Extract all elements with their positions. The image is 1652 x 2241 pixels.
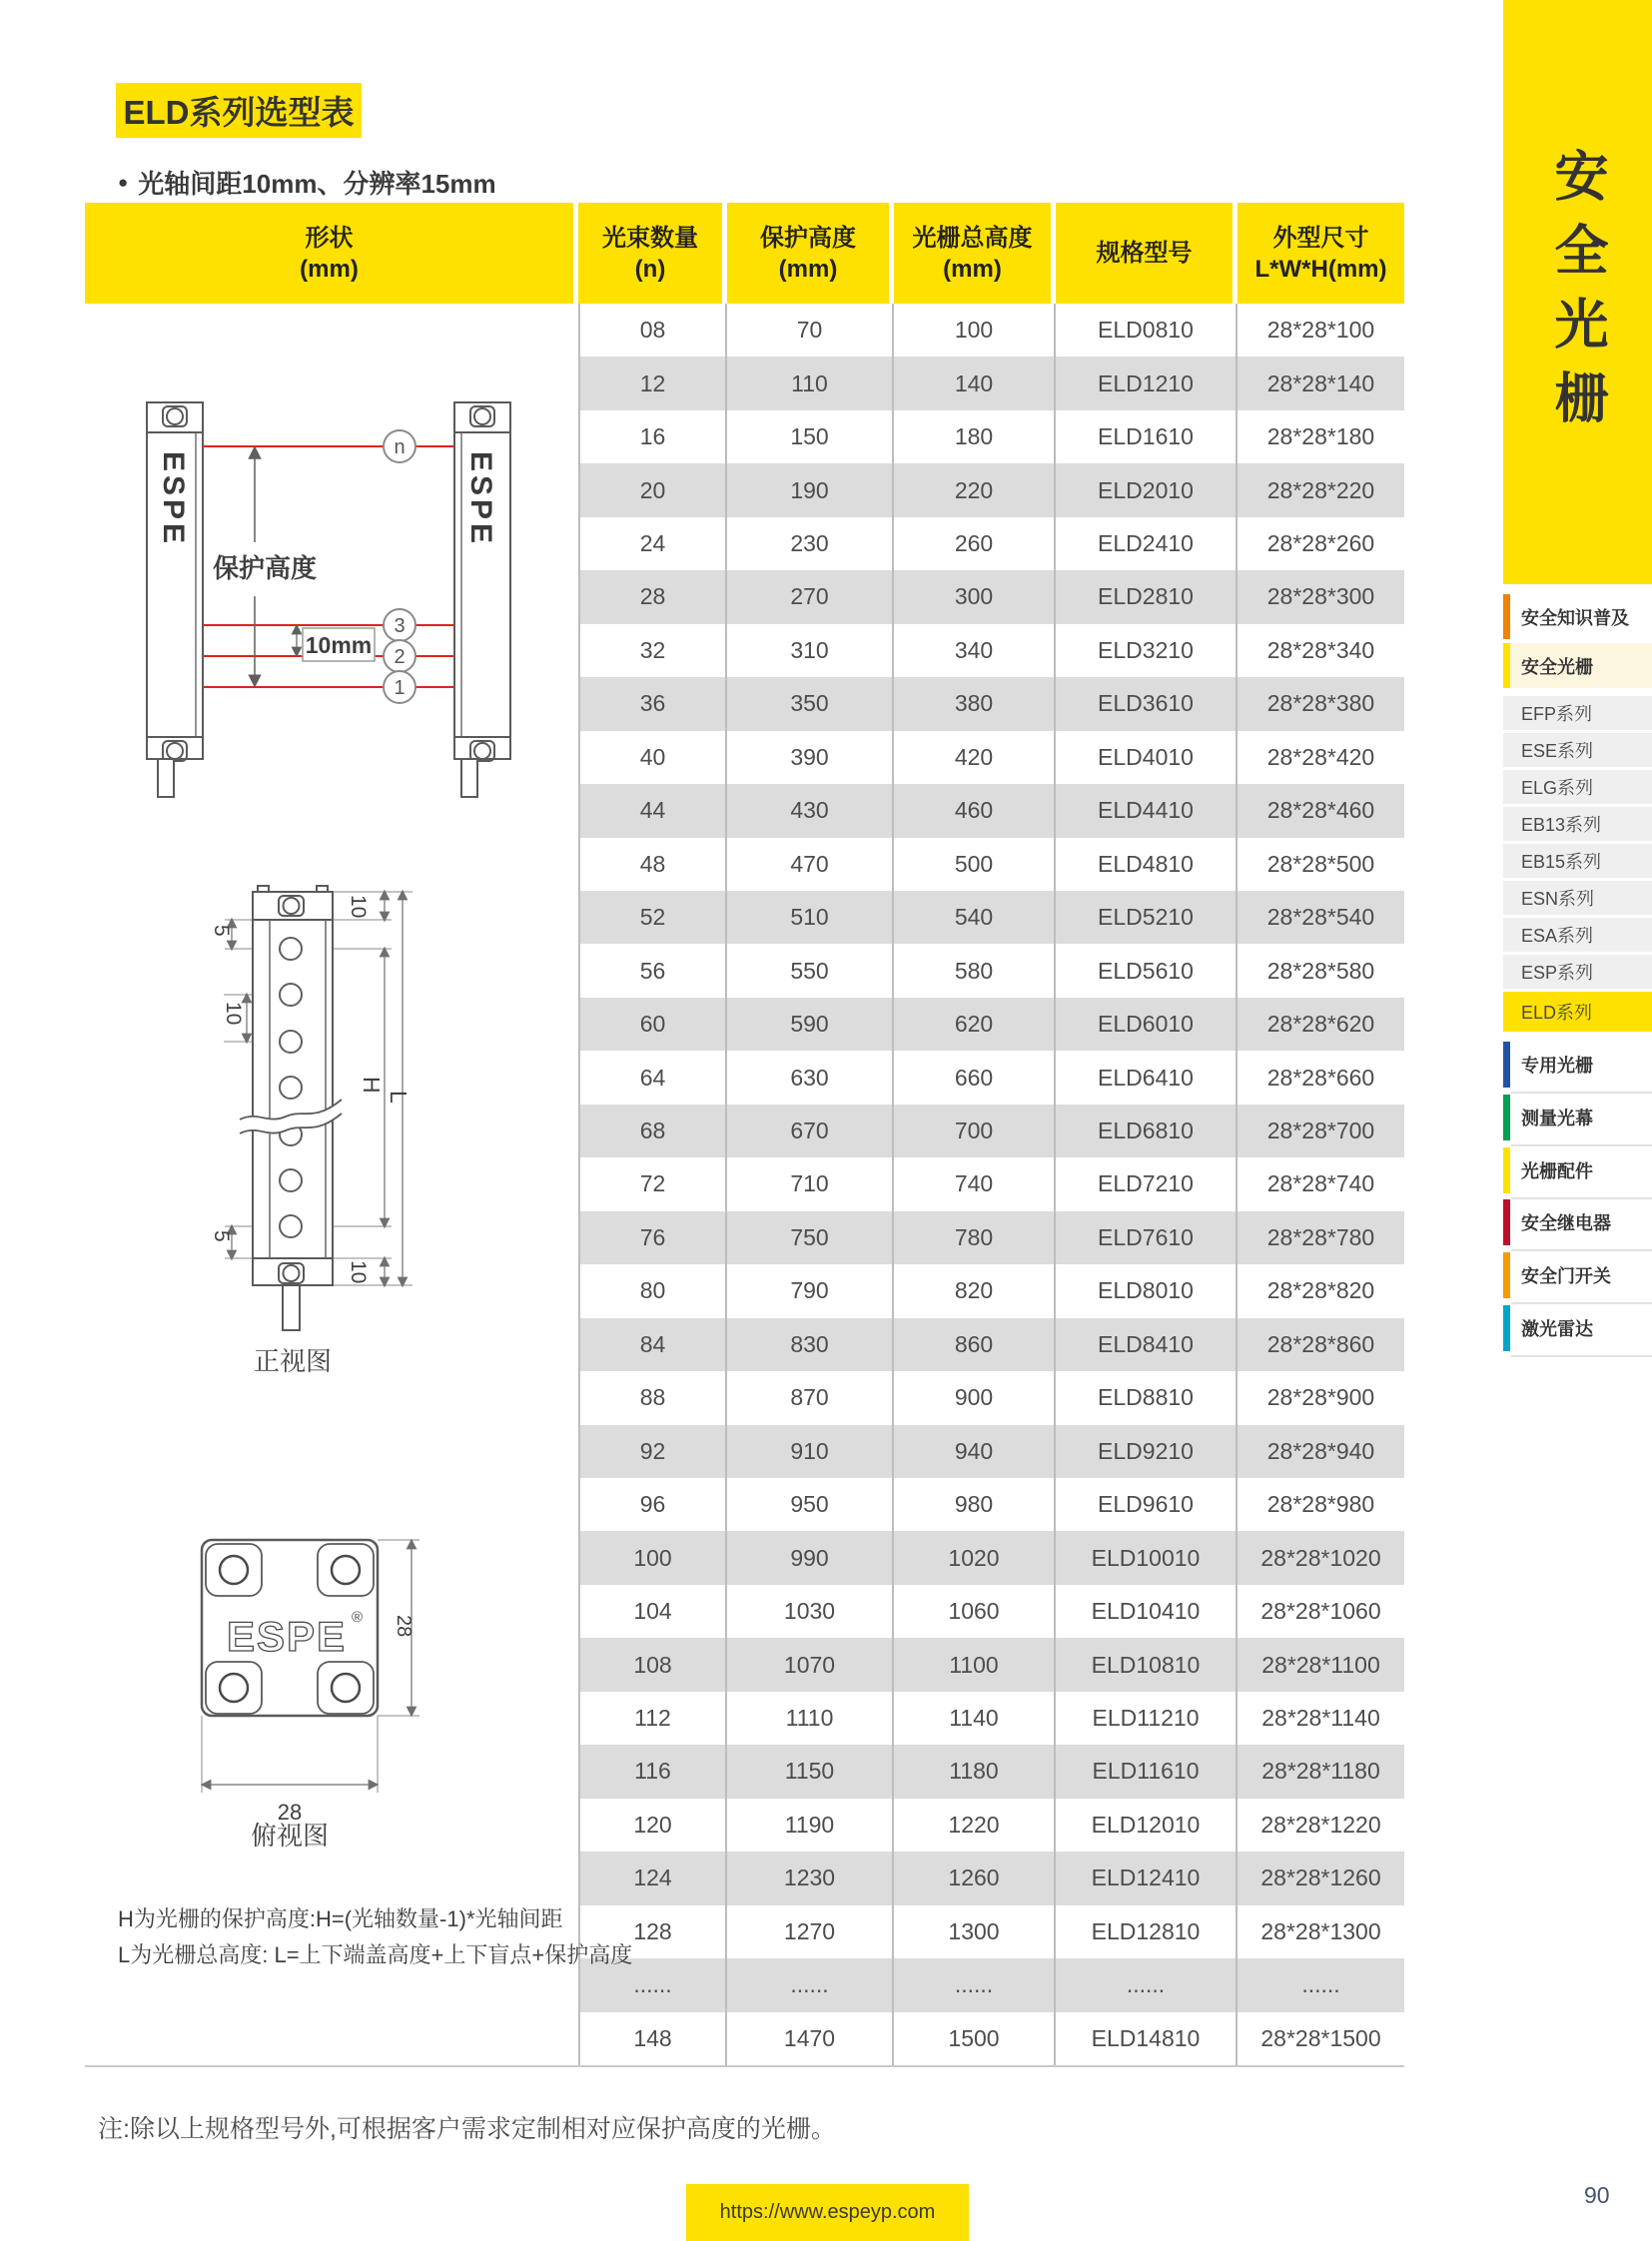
spec-cell-r21-c2: 940 xyxy=(894,1425,1056,1478)
sidebar-separator xyxy=(1511,1355,1652,1357)
spec-cell-r29-c2: 1260 xyxy=(894,1852,1056,1904)
spec-cell-r21-c3: ELD9210 xyxy=(1056,1425,1238,1478)
dim-pitch: 10 xyxy=(222,1002,245,1026)
website-link[interactable]: https://www.espeyp.com xyxy=(686,2184,969,2241)
spec-cell-r16-c3: ELD7210 xyxy=(1056,1157,1238,1210)
spec-cell-r9-c3: ELD4410 xyxy=(1056,784,1238,837)
spec-cell-r11-c0: 52 xyxy=(580,891,727,944)
spec-cell-r7-c0: 36 xyxy=(580,677,727,730)
spec-cell-r5-c0: 28 xyxy=(580,570,727,623)
spec-cell-r19-c2: 860 xyxy=(894,1318,1056,1371)
spec-cell-r29-c0: 124 xyxy=(580,1852,727,1904)
sidebar-item-ELD系列[interactable] xyxy=(1503,992,1652,1032)
sidebar-separator xyxy=(1511,1092,1652,1094)
spec-cell-r30-c3: ELD12810 xyxy=(1056,1905,1238,1958)
col-header-dimensions: 外型尺寸 L*W*H(mm) xyxy=(1238,203,1404,304)
spec-cell-r3-c2: 220 xyxy=(894,463,1056,516)
spec-cell-r23-c2: 1020 xyxy=(894,1531,1056,1584)
spec-cell-r10-c0: 48 xyxy=(580,838,727,891)
sidebar-item-label: ESP系列 xyxy=(1521,963,1594,983)
sidebar-item-label: 激光雷达 xyxy=(1521,1319,1593,1339)
spec-cell-r29-c1: 1230 xyxy=(727,1852,894,1904)
spec-cell-r24-c2: 1060 xyxy=(894,1585,1056,1638)
sidebar-item-color-bar xyxy=(1503,1252,1510,1298)
spec-cell-r26-c1: 1110 xyxy=(727,1692,894,1745)
front-view-caption: 正视图 xyxy=(253,1346,332,1376)
spec-cell-r32-c4: 28*28*1500 xyxy=(1260,2024,1381,2051)
spec-bullet-line xyxy=(118,164,496,201)
spec-cell-r2-c1: 150 xyxy=(727,410,894,463)
spec-grid xyxy=(580,304,1404,2065)
sidebar-item-color-bar xyxy=(1503,1042,1510,1088)
spec-cell-r7-c3: ELD3610 xyxy=(1056,677,1238,730)
sidebar-item-安全门开关[interactable] xyxy=(1503,1252,1652,1298)
sidebar-vertical-title: 安全光栅 xyxy=(1547,148,1607,443)
spec-cell-r15-c3: ELD6810 xyxy=(1056,1105,1238,1157)
formula-total-height: L为光栅总高度: L=上下端盖高度+上下盲点+保护高度 xyxy=(118,1942,633,1967)
dim-top-cap: 10 xyxy=(347,895,370,919)
brand-logo-right: ESPE xyxy=(464,451,497,548)
spec-cell-r10-c1: 470 xyxy=(727,838,894,891)
pitch-label: 10mm xyxy=(305,632,373,658)
spec-cell-r6-c3: ELD3210 xyxy=(1056,624,1238,677)
spec-cell-r30-c2: 1300 xyxy=(894,1905,1056,1958)
front-view-diagram xyxy=(150,883,499,1352)
spec-cell-r13-c2: 620 xyxy=(894,998,1056,1051)
protection-height-label: 保护高度 xyxy=(213,553,318,583)
spec-cell-r15-c1: 670 xyxy=(727,1105,894,1157)
sidebar-item-EB15系列[interactable] xyxy=(1503,844,1652,878)
sidebar-item-label: ESN系列 xyxy=(1521,889,1595,909)
spec-cell-r31-c4: ...... xyxy=(1238,1958,1404,2011)
spec-cell-r10-c3: ELD4810 xyxy=(1056,838,1238,891)
sidebar-item-测量光幕[interactable] xyxy=(1503,1095,1652,1140)
sidebar-item-label: ESA系列 xyxy=(1521,926,1594,946)
spec-cell-r25-c2: 1100 xyxy=(894,1638,1056,1691)
spec-cell-r25-c1: 1070 xyxy=(727,1638,894,1691)
beam-label-n: n xyxy=(394,436,406,458)
spec-cell-r1-c0: 12 xyxy=(580,357,727,409)
spec-cell-r6-c4: 28*28*340 xyxy=(1266,636,1375,663)
spec-cell-r6-c2: 340 xyxy=(894,624,1056,677)
spec-cell-r4-c1: 230 xyxy=(727,517,894,570)
spec-cell-r7-c4: 28*28*380 xyxy=(1238,677,1404,730)
spec-cell-r30-c1: 1270 xyxy=(727,1905,894,1958)
spec-cell-r0-c2: 100 xyxy=(894,304,1056,357)
spec-cell-r1-c3: ELD1210 xyxy=(1056,357,1238,409)
spec-cell-r24-c0: 104 xyxy=(580,1585,727,1638)
spec-cell-r32-c1: 1470 xyxy=(727,2012,894,2065)
shape-column xyxy=(85,304,633,2065)
spec-cell-r25-c0: 108 xyxy=(580,1638,727,1691)
spec-cell-r25-c3: ELD10810 xyxy=(1056,1638,1238,1691)
spec-cell-r0-c4: 28*28*100 xyxy=(1266,317,1375,344)
sidebar-item-label: 安全继电器 xyxy=(1521,1213,1611,1233)
spec-cell-r5-c1: 270 xyxy=(727,570,894,623)
spec-cell-r6-c0: 32 xyxy=(580,624,727,677)
spec-cell-r11-c4: 28*28*540 xyxy=(1238,891,1404,944)
table-header-row xyxy=(85,203,1404,304)
spec-cell-r20-c4: 28*28*900 xyxy=(1266,1384,1375,1411)
spec-cell-r15-c2: 700 xyxy=(894,1105,1056,1157)
sidebar-item-color-bar xyxy=(1503,1305,1510,1351)
spec-cell-r18-c2: 820 xyxy=(894,1264,1056,1317)
spec-cell-r13-c0: 60 xyxy=(580,998,727,1051)
dim-L: L xyxy=(386,1091,412,1104)
sidebar-item-安全知识普及[interactable] xyxy=(1503,594,1652,639)
sidebar-item-ESE系列[interactable] xyxy=(1503,733,1652,767)
spec-cell-r23-c4: 28*28*1020 xyxy=(1238,1531,1404,1584)
sidebar-item-label: EFP系列 xyxy=(1521,704,1593,724)
sidebar-item-ESN系列[interactable] xyxy=(1503,881,1652,915)
spec-cell-r21-c4: 28*28*940 xyxy=(1238,1425,1404,1478)
spec-cell-r1-c4: 28*28*140 xyxy=(1238,357,1404,409)
dim-depth-28: 28 xyxy=(277,1800,303,1823)
spec-cell-r8-c4: 28*28*420 xyxy=(1266,743,1375,770)
sidebar-item-label: 安全门开关 xyxy=(1521,1266,1611,1286)
spec-cell-r0-c3: ELD0810 xyxy=(1056,304,1238,357)
spec-cell-r12-c4: 28*28*580 xyxy=(1266,957,1375,984)
spec-cell-r22-c3: ELD9610 xyxy=(1056,1478,1238,1531)
spec-cell-r18-c0: 80 xyxy=(580,1264,727,1317)
spec-cell-r27-c0: 116 xyxy=(580,1745,727,1798)
col-header-model: 规格型号 xyxy=(1056,203,1233,304)
spec-cell-r31-c0: ...... xyxy=(580,1958,727,2011)
sidebar-item-ESP系列[interactable] xyxy=(1503,955,1652,989)
dim-width-28: 28 xyxy=(393,1615,414,1638)
spec-cell-r19-c1: 830 xyxy=(727,1318,894,1371)
sidebar-separator xyxy=(1511,1249,1652,1251)
sidebar-item-EFP系列[interactable] xyxy=(1503,696,1652,730)
spec-cell-r19-c4: 28*28*860 xyxy=(1238,1318,1404,1371)
spec-cell-r16-c4: 28*28*740 xyxy=(1266,1170,1375,1197)
spec-cell-r26-c0: 112 xyxy=(580,1692,727,1745)
spec-cell-r27-c3: ELD11610 xyxy=(1056,1745,1238,1798)
spec-cell-r28-c4: 28*28*1220 xyxy=(1260,1811,1381,1838)
spec-cell-r15-c4: 28*28*700 xyxy=(1238,1105,1404,1157)
page-number: 90 xyxy=(1584,2182,1610,2208)
spec-cell-r29-c3: ELD12410 xyxy=(1056,1852,1238,1904)
spec-cell-r14-c3: ELD6410 xyxy=(1056,1051,1238,1104)
spec-cell-r12-c0: 56 xyxy=(580,944,727,997)
sidebar-item-color-bar xyxy=(1503,1199,1510,1245)
spec-cell-r16-c0: 72 xyxy=(580,1157,727,1210)
sidebar-item-ESA系列[interactable] xyxy=(1503,918,1652,952)
spec-cell-r20-c0: 88 xyxy=(580,1371,727,1424)
spec-cell-r9-c2: 460 xyxy=(894,784,1056,837)
spec-cell-r5-c3: ELD2810 xyxy=(1056,570,1238,623)
spec-cell-r22-c0: 96 xyxy=(580,1478,727,1531)
top-view-logo: ESPE xyxy=(226,1613,348,1660)
beam-label-3: 3 xyxy=(394,615,406,637)
spec-cell-r28-c3: ELD12010 xyxy=(1056,1799,1238,1852)
spec-cell-r4-c2: 260 xyxy=(894,517,1056,570)
spec-cell-r24-c1: 1030 xyxy=(727,1585,894,1638)
spec-cell-r20-c3: ELD8810 xyxy=(1056,1371,1238,1424)
spec-cell-r29-c4: 28*28*1260 xyxy=(1238,1852,1404,1904)
spec-cell-r21-c1: 910 xyxy=(727,1425,894,1478)
spec-cell-r9-c0: 44 xyxy=(580,784,727,837)
spec-cell-r11-c2: 540 xyxy=(894,891,1056,944)
sidebar-item-label: EB15系列 xyxy=(1521,852,1602,872)
spec-cell-r22-c4: 28*28*980 xyxy=(1266,1491,1375,1518)
spec-cell-r16-c1: 710 xyxy=(727,1157,894,1210)
spec-cell-r1-c2: 140 xyxy=(894,357,1056,409)
spec-cell-r28-c2: 1220 xyxy=(894,1799,1056,1852)
spec-cell-r31-c1: ...... xyxy=(727,1958,894,2011)
spec-cell-r3-c4: 28*28*220 xyxy=(1238,463,1404,516)
spec-cell-r24-c3: ELD10410 xyxy=(1056,1585,1238,1638)
spec-cell-r19-c3: ELD8410 xyxy=(1056,1318,1238,1371)
beam-pitch-diagram xyxy=(145,401,512,803)
sidebar-item-label: EB13系列 xyxy=(1521,815,1602,835)
sidebar-item-color-bar xyxy=(1503,594,1510,639)
spec-cell-r23-c1: 990 xyxy=(727,1531,894,1584)
spec-cell-r13-c1: 590 xyxy=(727,998,894,1051)
sidebar-item-label: 专用光栅 xyxy=(1521,1056,1593,1076)
dim-H: H xyxy=(359,1077,385,1094)
spec-cell-r17-c4: 28*28*780 xyxy=(1238,1211,1404,1264)
spec-cell-r5-c4: 28*28*300 xyxy=(1238,570,1404,623)
spec-cell-r3-c0: 20 xyxy=(580,463,727,516)
page-title: ELD系列选型表 xyxy=(116,83,362,138)
spec-cell-r4-c3: ELD2410 xyxy=(1056,517,1238,570)
spec-cell-r14-c1: 630 xyxy=(727,1051,894,1104)
spec-cell-r30-c0: 128 xyxy=(580,1905,727,1958)
sidebar-item-EB13系列[interactable] xyxy=(1503,807,1652,841)
spec-cell-r15-c0: 68 xyxy=(580,1105,727,1157)
spec-cell-r0-c0: 08 xyxy=(580,304,727,357)
spec-cell-r21-c0: 92 xyxy=(580,1425,727,1478)
sidebar-item-label: 测量光幕 xyxy=(1521,1109,1593,1128)
spec-cell-r8-c3: ELD4010 xyxy=(1056,731,1238,784)
spec-cell-r2-c3: ELD1610 xyxy=(1056,410,1238,463)
spec-cell-r4-c0: 24 xyxy=(580,517,727,570)
custom-order-note: 注:除以上规格型号外,可根据客户需求定制相对应保护高度的光栅。 xyxy=(98,2115,836,2143)
beam-label-2: 2 xyxy=(394,646,406,668)
spec-cell-r14-c2: 660 xyxy=(894,1051,1056,1104)
dim-bottom-cap: 10 xyxy=(347,1260,370,1284)
col-header-beam-count: 光束数量 (n) xyxy=(578,203,722,304)
spec-cell-r17-c2: 780 xyxy=(894,1211,1056,1264)
dim-top-blind: 5 xyxy=(210,925,233,937)
spec-cell-r12-c1: 550 xyxy=(727,944,894,997)
sidebar-item-label: ELD系列 xyxy=(1521,1003,1593,1023)
sidebar-item-label: ELG系列 xyxy=(1521,778,1594,798)
sidebar-item-光栅配件[interactable] xyxy=(1503,1147,1652,1193)
sidebar-item-color-bar xyxy=(1503,1147,1510,1193)
spec-cell-r0-c1: 70 xyxy=(727,304,894,357)
spec-cell-r17-c1: 750 xyxy=(727,1211,894,1264)
spec-cell-r9-c1: 430 xyxy=(727,784,894,837)
spec-cell-r32-c0: 148 xyxy=(580,2012,727,2065)
spec-cell-r23-c0: 100 xyxy=(580,1531,727,1584)
spec-cell-r1-c1: 110 xyxy=(727,357,894,409)
sidebar-item-color-bar xyxy=(1503,643,1510,688)
spec-cell-r28-c1: 1190 xyxy=(727,1799,894,1852)
spec-cell-r17-c0: 76 xyxy=(580,1211,727,1264)
spec-cell-r24-c4: 28*28*1060 xyxy=(1260,1598,1381,1625)
spec-cell-r23-c3: ELD10010 xyxy=(1056,1531,1238,1584)
col-header-shape: 形状 (mm) xyxy=(85,203,573,304)
spec-cell-r18-c1: 790 xyxy=(727,1264,894,1317)
spec-cell-r3-c1: 190 xyxy=(727,463,894,516)
spec-cell-r7-c1: 350 xyxy=(727,677,894,730)
registered-mark: ® xyxy=(352,1609,364,1626)
spec-cell-r19-c0: 84 xyxy=(580,1318,727,1371)
spec-cell-r7-c2: 380 xyxy=(894,677,1056,730)
spec-cell-r12-c2: 580 xyxy=(894,944,1056,997)
spec-cell-r2-c0: 16 xyxy=(580,410,727,463)
spec-cell-r20-c2: 900 xyxy=(894,1371,1056,1424)
spec-cell-r28-c0: 120 xyxy=(580,1799,727,1852)
spec-cell-r32-c3: ELD14810 xyxy=(1056,2012,1238,2065)
spec-cell-r8-c0: 40 xyxy=(580,731,727,784)
spec-cell-r3-c3: ELD2010 xyxy=(1056,463,1238,516)
spec-cell-r13-c4: 28*28*620 xyxy=(1238,998,1404,1051)
spec-cell-r13-c3: ELD6010 xyxy=(1056,998,1238,1051)
top-view-diagram xyxy=(180,1523,459,1823)
spec-cell-r10-c2: 500 xyxy=(894,838,1056,891)
spec-cell-r9-c4: 28*28*460 xyxy=(1238,784,1404,837)
spec-cell-r27-c1: 1150 xyxy=(727,1745,894,1798)
spec-cell-r17-c3: ELD7610 xyxy=(1056,1211,1238,1264)
sidebar-item-color-bar xyxy=(1503,1095,1510,1140)
sidebar-item-ELG系列[interactable] xyxy=(1503,770,1652,804)
spec-cell-r31-c2: ...... xyxy=(894,1958,1056,2011)
sidebar-item-安全继电器[interactable] xyxy=(1503,1199,1652,1245)
spec-cell-r32-c2: 1500 xyxy=(894,2012,1056,2065)
sidebar-yellow-banner xyxy=(1503,0,1652,584)
spec-cell-r18-c3: ELD8010 xyxy=(1056,1264,1238,1317)
spec-cell-r8-c1: 390 xyxy=(727,731,894,784)
spec-cell-r8-c2: 420 xyxy=(894,731,1056,784)
dim-bottom-blind: 5 xyxy=(210,1230,233,1242)
top-view-caption: 俯视图 xyxy=(250,1821,329,1851)
spec-cell-r30-c4: 28*28*1300 xyxy=(1260,1917,1381,1944)
spec-cell-r10-c4: 28*28*500 xyxy=(1266,850,1375,877)
formula-protection-height: H为光栅的保护高度:H=(光轴数量-1)*光轴间距 xyxy=(118,1906,563,1931)
spec-cell-r6-c1: 310 xyxy=(727,624,894,677)
spec-cell-r5-c2: 300 xyxy=(894,570,1056,623)
spec-cell-r11-c3: ELD5210 xyxy=(1056,891,1238,944)
spec-cell-r14-c0: 64 xyxy=(580,1051,727,1104)
spec-cell-r26-c3: ELD11210 xyxy=(1056,1692,1238,1745)
spec-cell-r22-c1: 950 xyxy=(727,1478,894,1531)
col-header-protection-height: 保护高度 (mm) xyxy=(727,203,889,304)
spec-cell-r12-c3: ELD5610 xyxy=(1056,944,1238,997)
sidebar-item-专用光栅[interactable] xyxy=(1503,1042,1652,1088)
category-sidebar xyxy=(1503,0,1652,2241)
sidebar-item-label: 光栅配件 xyxy=(1521,1161,1593,1181)
spec-bullet-text: 光轴间距10mm、分辨率15mm xyxy=(138,169,496,199)
sidebar-item-label: 安全光栅 xyxy=(1521,656,1593,677)
sidebar-item-激光雷达[interactable] xyxy=(1503,1305,1652,1351)
spec-cell-r16-c2: 740 xyxy=(894,1157,1056,1210)
beam-label-1: 1 xyxy=(394,677,406,699)
spec-cell-r14-c4: 28*28*660 xyxy=(1266,1064,1375,1091)
spec-cell-r4-c4: 28*28*260 xyxy=(1266,530,1375,557)
sidebar-separator xyxy=(1511,1144,1652,1146)
sidebar-item-label: 安全知识普及 xyxy=(1521,607,1629,628)
spec-cell-r26-c4: 28*28*1140 xyxy=(1261,1705,1380,1731)
brand-logo-left: ESPE xyxy=(157,451,190,548)
sidebar-item-安全光栅[interactable] xyxy=(1503,643,1652,688)
spec-cell-r22-c2: 980 xyxy=(894,1478,1056,1531)
sidebar-separator xyxy=(1511,1302,1652,1304)
selection-table xyxy=(85,203,1404,2067)
spec-cell-r31-c3: ...... xyxy=(1056,1958,1238,2011)
spec-cell-r27-c2: 1180 xyxy=(894,1745,1056,1798)
bullet-icon: ● xyxy=(118,173,129,192)
col-header-total-height: 光栅总高度 (mm) xyxy=(894,203,1051,304)
spec-cell-r18-c4: 28*28*820 xyxy=(1266,1277,1375,1304)
spec-cell-r20-c1: 870 xyxy=(727,1371,894,1424)
table-body xyxy=(85,304,1404,2067)
spec-cell-r11-c1: 510 xyxy=(727,891,894,944)
spec-cell-r27-c4: 28*28*1180 xyxy=(1238,1745,1404,1798)
spec-cell-r2-c4: 28*28*180 xyxy=(1266,423,1375,450)
sidebar-item-label: ESE系列 xyxy=(1521,741,1594,761)
spec-cell-r2-c2: 180 xyxy=(894,410,1056,463)
spec-cell-r25-c4: 28*28*1100 xyxy=(1238,1638,1404,1691)
spec-cell-r26-c2: 1140 xyxy=(894,1692,1056,1745)
